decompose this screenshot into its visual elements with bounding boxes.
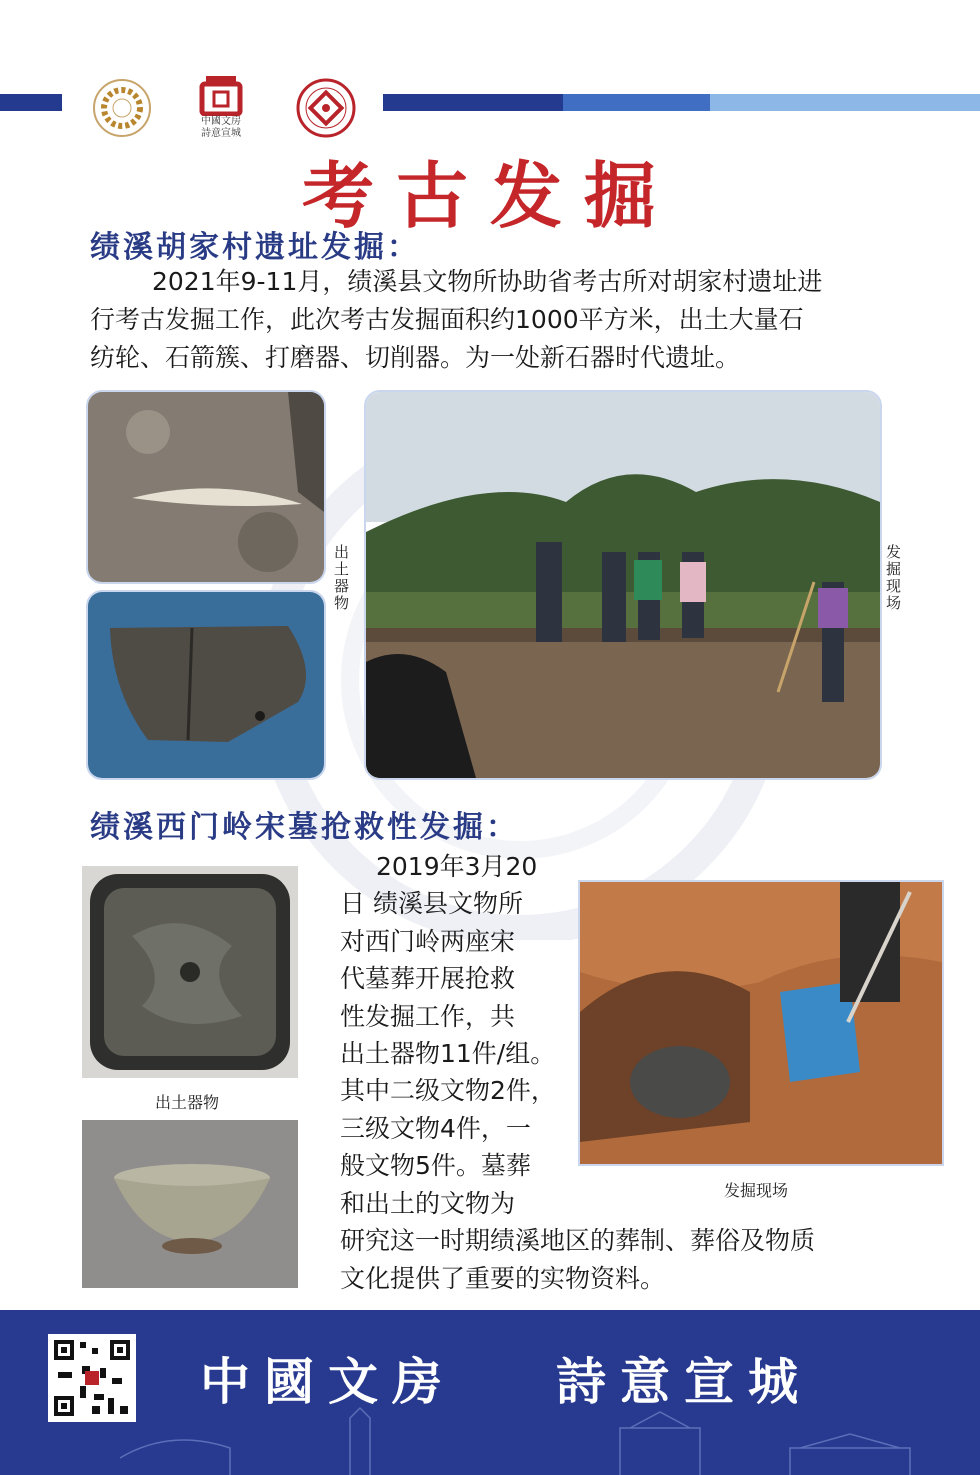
wenfang-logo-line-2: 詩意宣城 [201,128,241,139]
section1-heading: 绩溪胡家村遗址发掘： [90,230,420,265]
museum-seal-logo [296,78,356,138]
bronze-mirror-photo [82,866,298,1078]
wenfang-logo-line-1: 中國文房 [201,116,241,127]
section2-paragraph-tail [340,1222,930,1298]
section2-line-6: 出土器物11件/组。 [340,1039,556,1069]
section1-heading-text: 绩溪胡家村遗址发掘 [90,230,387,265]
ring-logo [92,78,152,138]
section1-line-1: 2021年9-11月，绩溪县文物所协助省考古所对胡家村遗址进 [152,267,823,296]
section1-paragraph [90,263,930,377]
section2-line-10: 和出土的文物为 [340,1188,516,1218]
site-vertical-label: 发掘现场 [886,543,902,612]
section2-line-11: 研究这一时期绩溪地区的葬制、葬俗及物质 [340,1226,816,1255]
top-bar-right-mid [563,94,710,111]
site-caption: 发掘现场 [724,1181,789,1200]
tomb-excavation-photo [578,880,944,1166]
artifacts-caption: 出土器物 [155,1093,220,1112]
section2-heading-text: 绩溪西门岭宋墓抢救性发掘 [90,810,486,845]
top-bar-left [0,94,62,111]
section2-line-5: 性发掘工作，共 [340,1001,516,1031]
wenfang-logo [196,74,246,140]
excavation-site-photo [364,390,882,780]
stone-arrowhead-photo [86,390,326,584]
section2-line-3: 对西门岭两座宋 [340,926,516,956]
section2-line-12: 文化提供了重要的实物资料。 [340,1264,666,1293]
stone-blade-photo [86,590,326,780]
footer-banner [0,1310,980,1475]
section2-line-2: 日 绩溪县文物所 [340,889,523,919]
section1-line-3: 纺轮、石箭簇、打磨器、切削器。为一处新石器时代遗址。 [90,343,741,372]
section2-line-9: 般文物5件。墓葬 [340,1151,531,1181]
artifacts-vertical-label: 出土器物 [334,543,350,612]
top-bar-right-light [710,94,980,111]
section2-line-1: 2019年3月20 [376,852,538,881]
section2-heading: 绩溪西门岭宋墓抢救性发掘： [90,810,519,845]
footer-slogan-right: 詩意宣城 [556,1352,812,1411]
section2-paragraph [340,848,580,1222]
footer-slogan-left: 中國文房 [200,1352,456,1411]
section2-line-8: 三级文物4件，一 [340,1113,531,1143]
city-skyline-outline [110,1398,930,1475]
section1-line-2: 行考古发掘工作，此次考古发掘面积约1000平方米，出土大量石 [90,305,804,334]
page-title: 考古发掘 [301,153,678,238]
section2-line-4: 代墓葬开展抢救 [340,964,516,994]
section2-line-7: 其中二级文物2件， [340,1076,556,1106]
celadon-bowl-photo [82,1120,298,1288]
top-bar-right-dark [383,94,563,111]
